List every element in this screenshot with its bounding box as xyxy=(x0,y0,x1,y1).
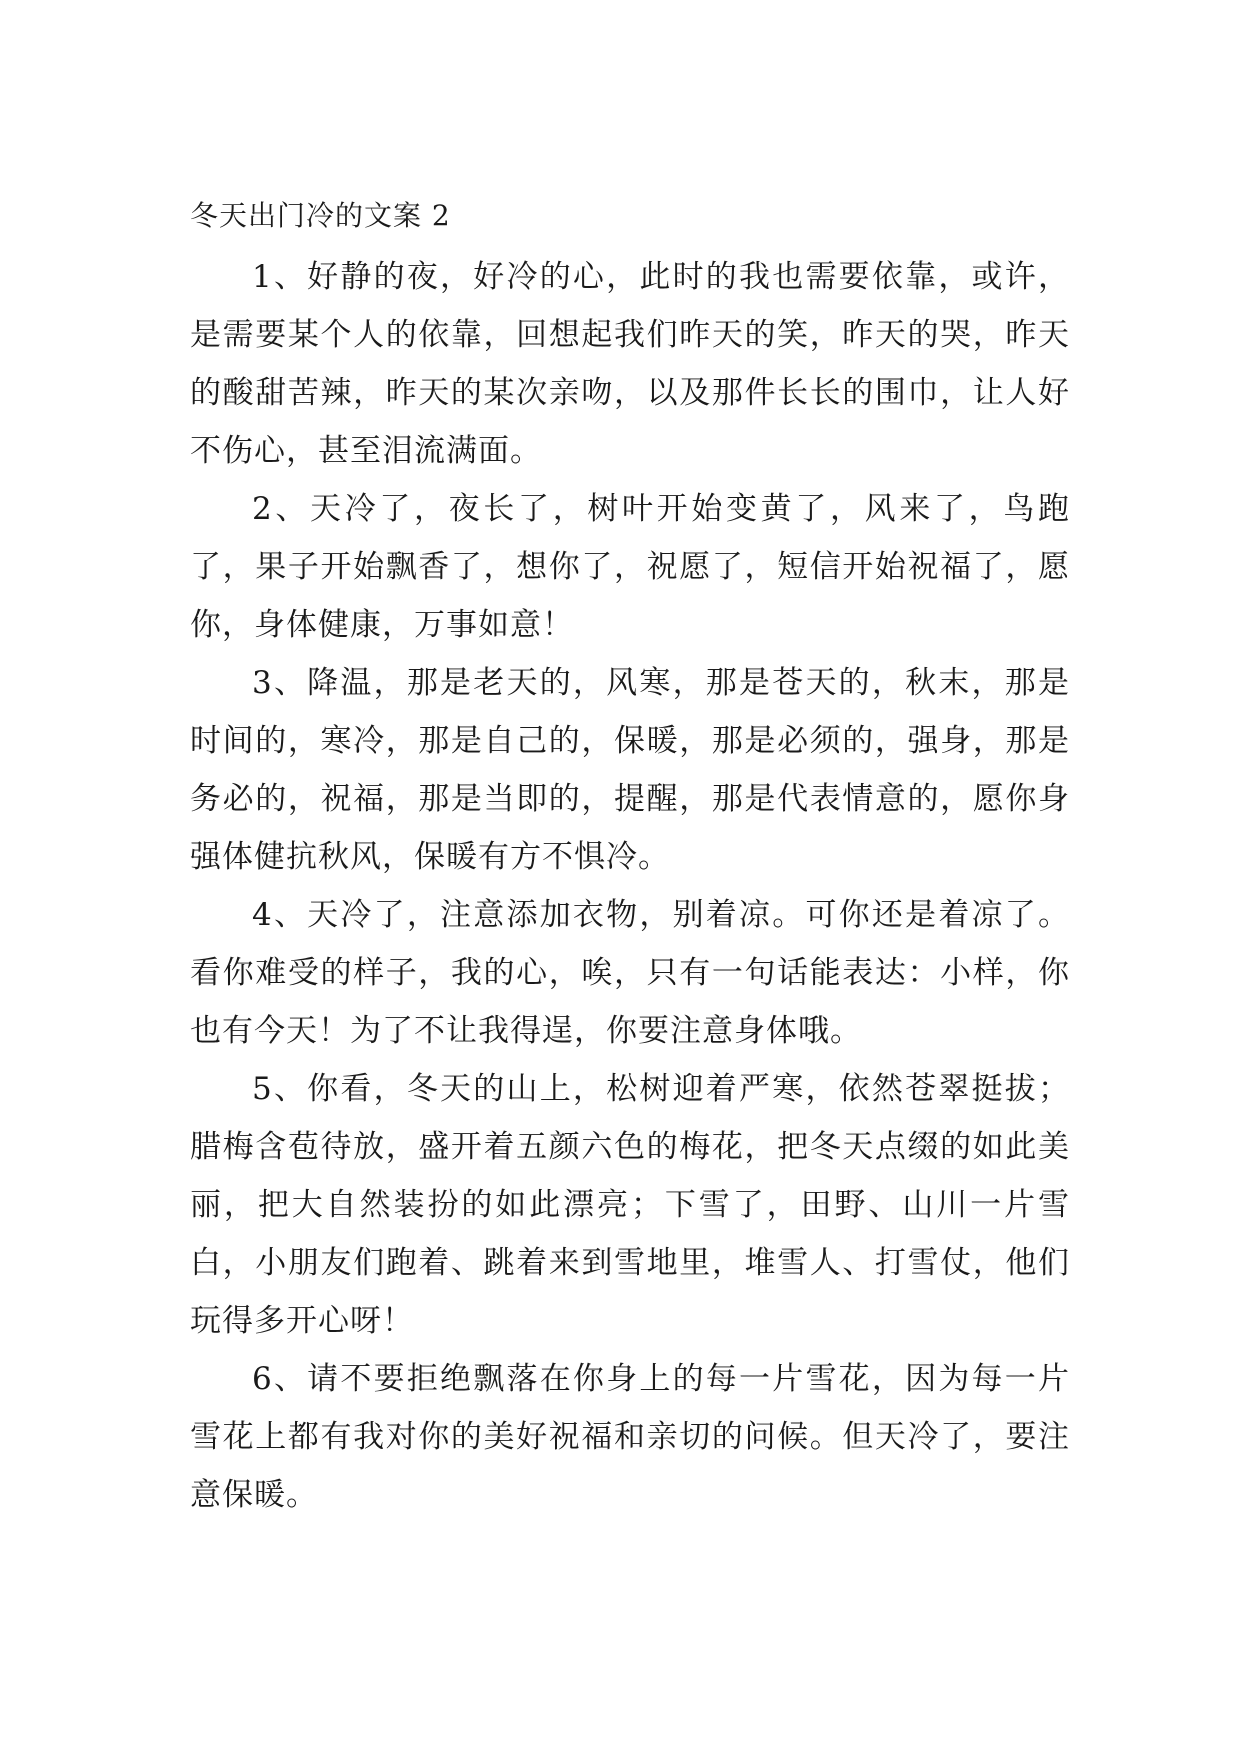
document-title: 冬天出门冷的文案 2 xyxy=(190,199,451,232)
paragraph-1: 1、好静的夜，好冷的心，此时的我也需要依靠，或许，是需要某个人的依靠，回想起我们昨天的笑，昨天的哭，昨天的酸甜苦辣，昨天的某次亲吻，以及那件长长的围巾，让人好不伤心，甚至泪流满面。 xyxy=(190,259,1070,469)
paragraph-2: 2、天冷了，夜长了，树叶开始变黄了，风来了，鸟跑了，果子开始飘香了，想你了，祝愿了，短信开始祝福了，愿你，身体健康，万事如意！ xyxy=(190,491,1070,643)
paragraph-4: 4、天冷了，注意添加衣物，别着凉。可你还是着凉了。看你难受的样子，我的心，唉，只有一句话能表达：小样，你也有今天！为了不让我得逞，你要注意身体哦。 xyxy=(190,897,1070,1049)
paragraph-3: 3、降温，那是老天的，风寒，那是苍天的，秋末，那是时间的，寒冷，那是自己的，保暖，那是必须的，强身，那是务必的，祝福，那是当即的，提醒，那是代表情意的，愿你身强体健抗秋风，保暖有方不惧冷。 xyxy=(190,665,1070,875)
paragraph-6: 6、请不要拒绝飘落在你身上的每一片雪花，因为每一片雪花上都有我对你的美好祝福和亲切的问候。但天冷了，要注意保暖。 xyxy=(190,1361,1070,1513)
document-page xyxy=(190,196,1070,1524)
paragraph-5: 5、你看，冬天的山上，松树迎着严寒，依然苍翠挺拔；腊梅含苞待放，盛开着五颜六色的梅花，把冬天点缀的如此美丽，把大自然装扮的如此漂亮；下雪了，田野、山川一片雪白，小朋友们跑着、跳着来到雪地里，堆雪人、打雪仗，他们玩得多开心呀！ xyxy=(190,1071,1070,1339)
